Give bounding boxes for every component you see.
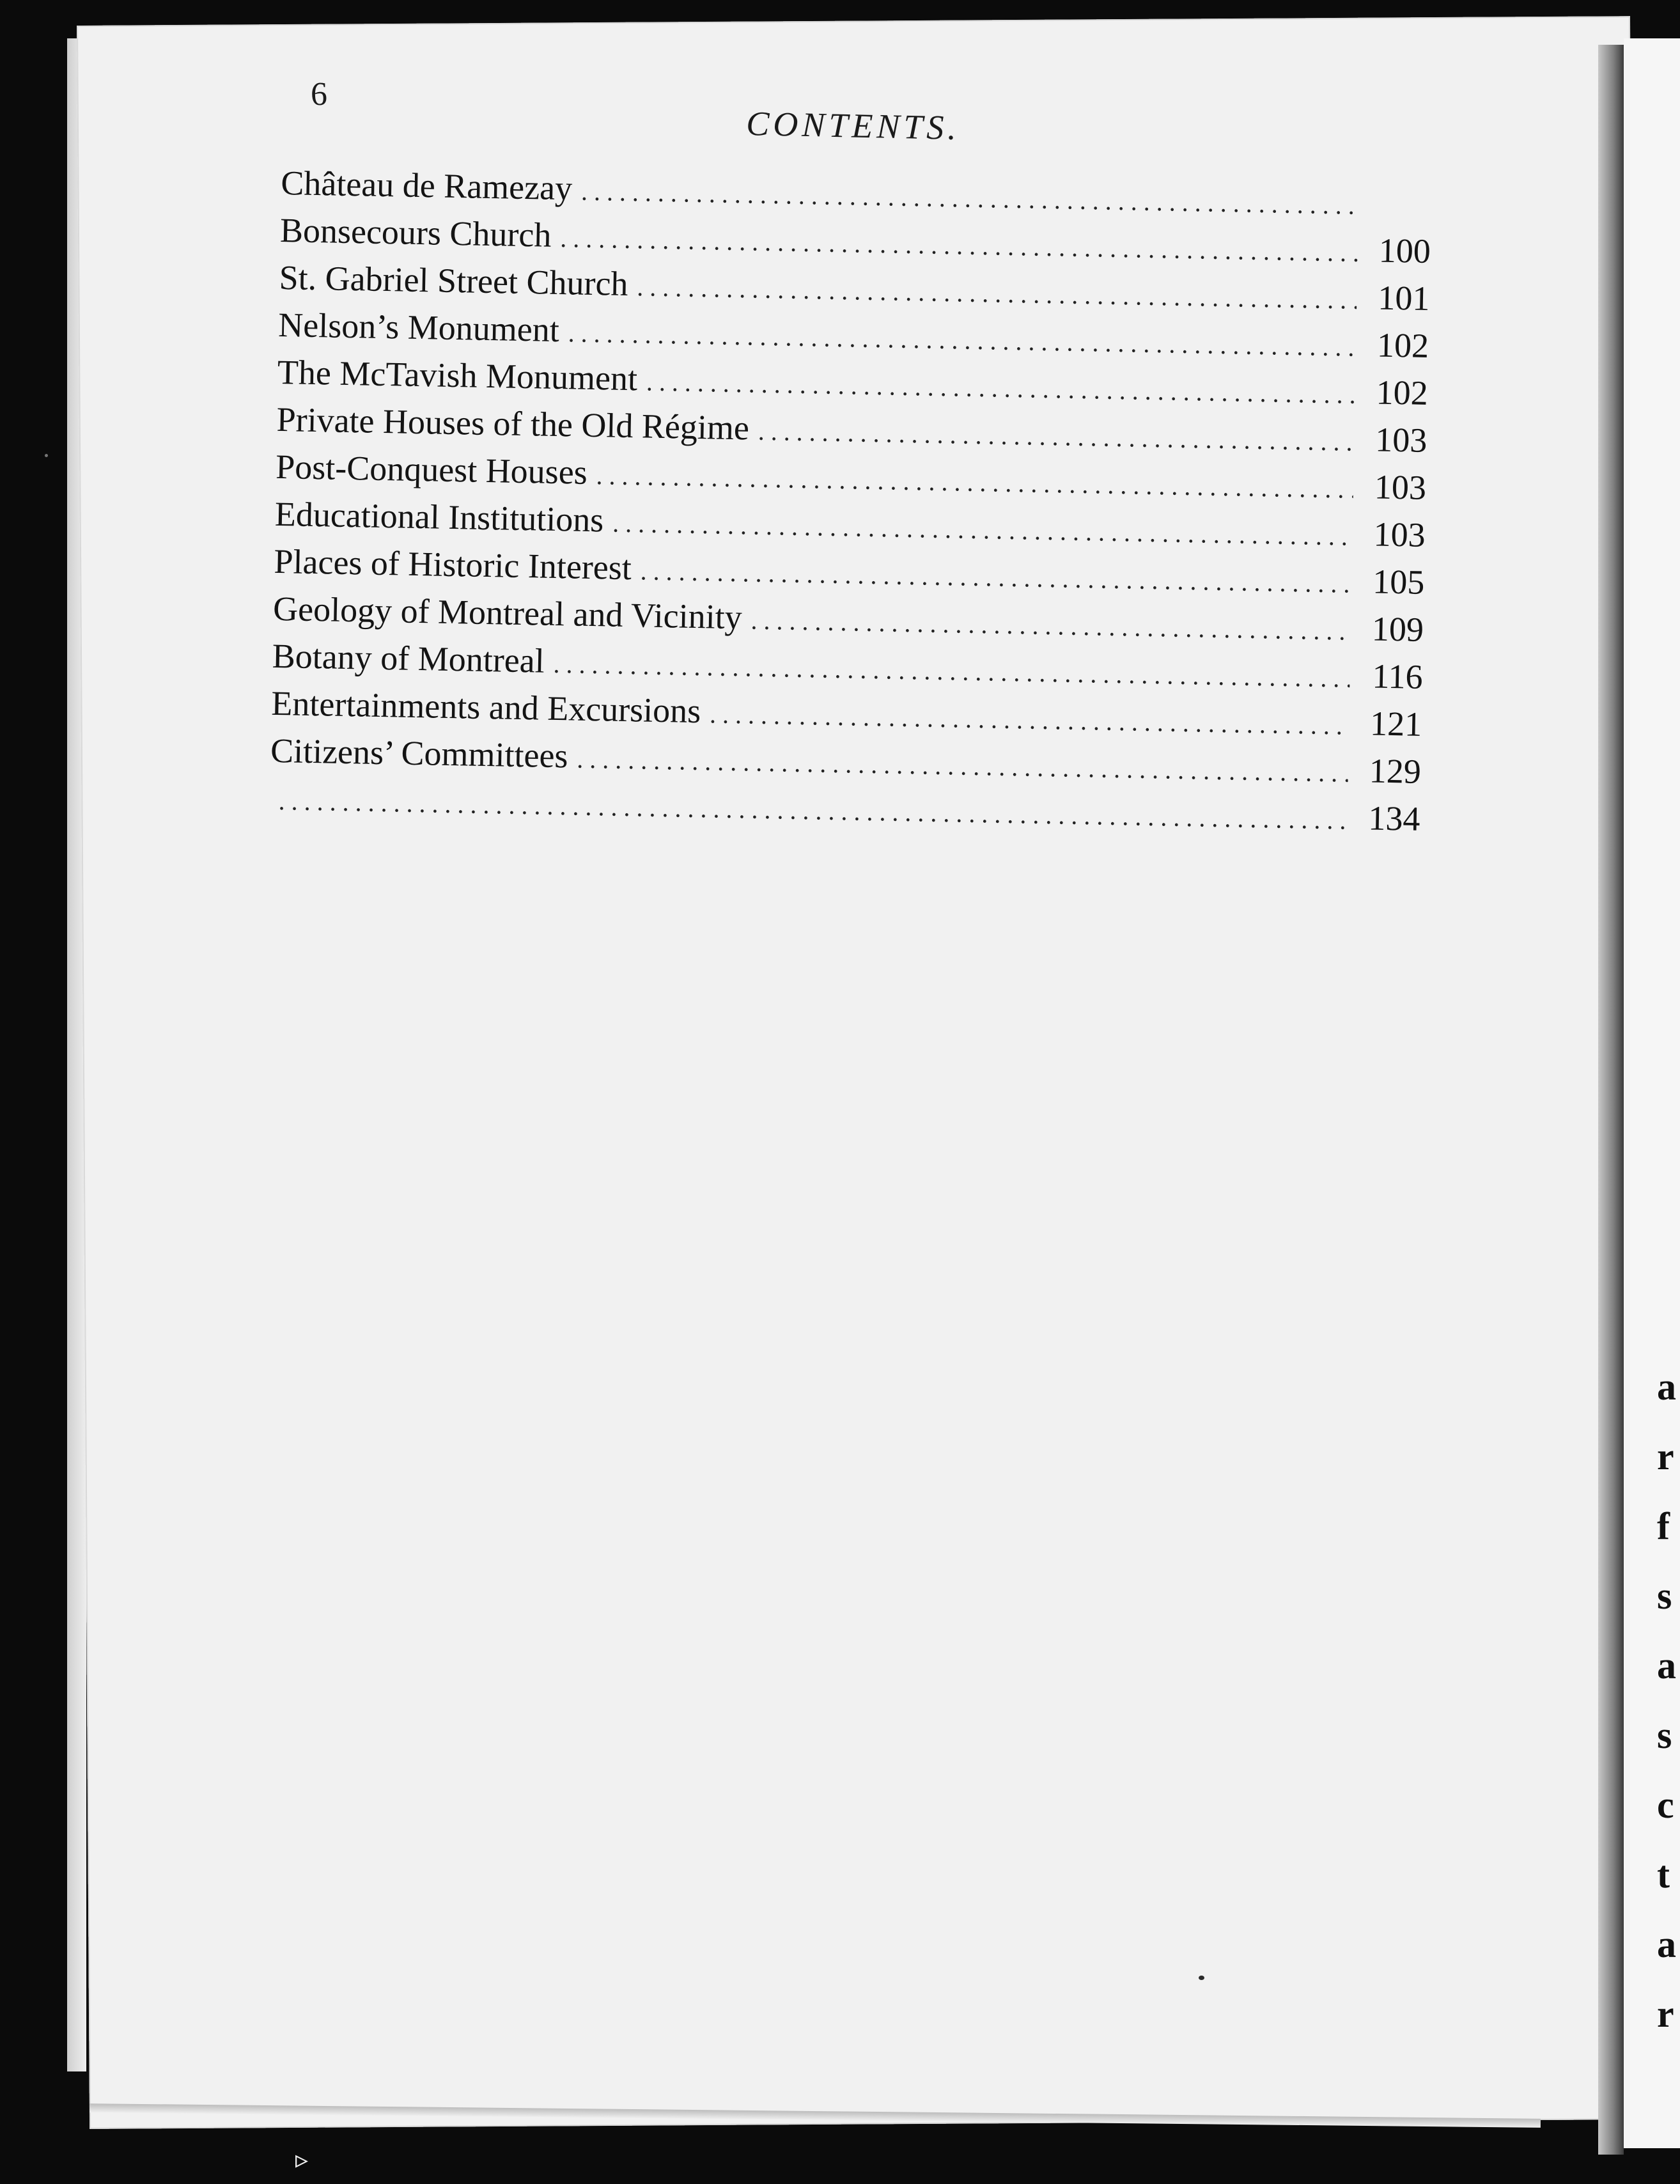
toc-leader-dots [710,699,1349,740]
toc-entry-page: 105 [1372,562,1425,602]
scan-speck [1199,1976,1204,1980]
toc-entry-page: 103 [1374,467,1427,507]
toc-entry-title: Geology of Montreal and Vicinity [272,589,743,637]
toc-entry-title: Private Houses of the Old Régime [276,400,750,448]
toc-entry-page: 100 [1378,231,1431,270]
page-number: 6 [311,76,327,113]
toc-leader-dots [612,508,1353,552]
toc-leader-dots [596,460,1353,504]
toc-leader-dots [646,367,1356,410]
right-page-letter: c [1657,1784,1674,1826]
toc-leader-dots [751,605,1351,646]
scan-mark-icon: ▹ [295,2145,309,2174]
toc-leader-dots [758,416,1354,457]
toc-entry-title: Château de Ramezay [280,163,573,208]
toc-entry-page: 103 [1374,420,1427,460]
toc-leader-dots [581,176,1359,221]
right-page-letter: f [1657,1505,1670,1547]
toc-entry-page: 109 [1371,609,1424,649]
toc-entry-title: Botany of Montreal [272,636,545,680]
right-page-letter: s [1657,1575,1672,1617]
toc-leader-dots [568,318,1356,363]
toc-entry-page: 129 [1369,751,1422,791]
toc-entry-page: 134 [1367,799,1421,838]
right-page-letter: s [1657,1714,1672,1756]
table-of-contents [269,163,1432,846]
toc-entry-page [1367,214,1431,215]
toc-entry-title: Places of Historic Interest [274,542,632,588]
toc-entry-title: Nelson’s Monument [277,305,560,350]
toc-entry-page: 101 [1377,278,1430,318]
right-page-letter: t [1657,1853,1670,1896]
right-page-text-fragment [1657,1352,1680,2049]
contents-heading: CONTENTS. [745,104,961,147]
toc-entry-title: St. Gabriel Street Church [279,258,629,303]
toc-entry-title: Educational Institutions [274,494,604,540]
right-page-letter: a [1657,1923,1676,1965]
toc-leader-dots [637,272,1357,315]
scan-speck [45,454,48,457]
toc-entry-title: Citizens’ Committees [270,731,569,776]
toc-entry-page: 103 [1373,515,1426,554]
toc-entry-title: Bonsecours Church [279,210,552,254]
toc-entry-title: Entertainments and Excursions [270,683,701,731]
toc-entry-page: 102 [1376,373,1429,412]
toc-entry-page: 102 [1376,325,1429,365]
toc-entry-page: 116 [1372,657,1424,696]
toc-entry-title: The McTavish Monument [277,352,638,398]
right-page-letter: r [1657,1993,1674,2035]
toc-leader-dots [640,556,1351,598]
right-page-letter: a [1657,1644,1676,1687]
right-page-letter: r [1657,1435,1674,1478]
toc-entry-title: Post-Conquest Houses [275,447,588,492]
toc-leader-dots [560,223,1358,268]
book-gutter [1598,45,1624,2155]
toc-entry-page: 121 [1369,704,1422,744]
toc-leader-dots [577,744,1348,788]
toc-leader-dots [553,649,1350,694]
right-page-letter: a [1657,1366,1676,1408]
